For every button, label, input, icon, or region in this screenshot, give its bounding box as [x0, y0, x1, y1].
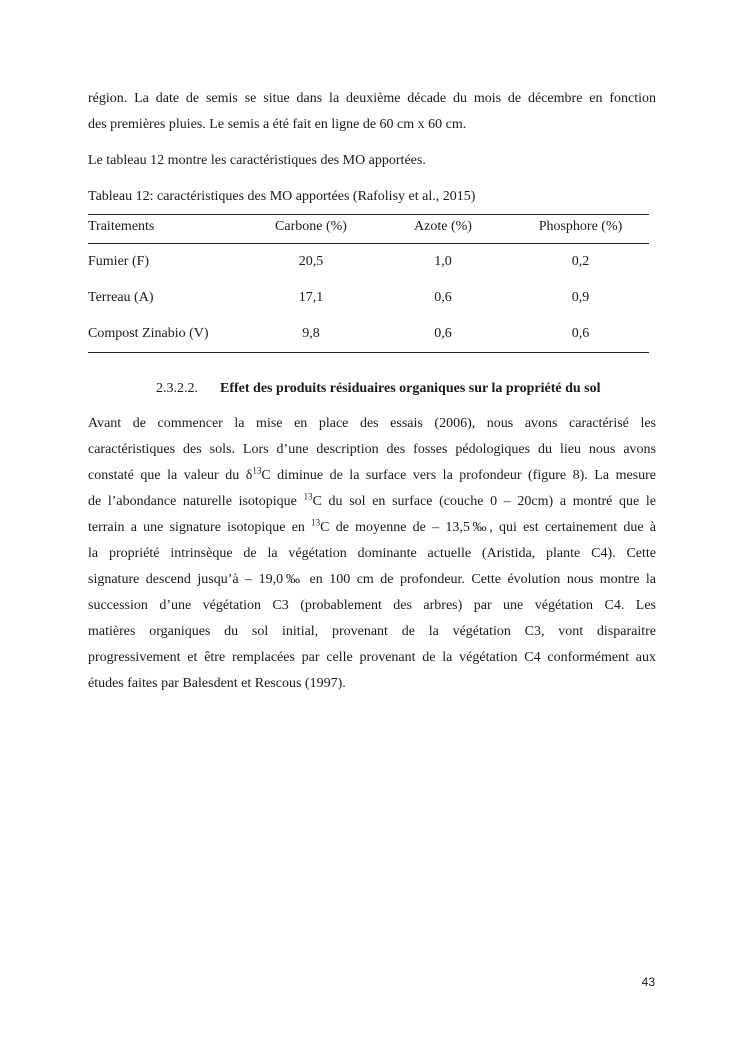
text-line	[88, 463, 656, 489]
cell-carbone: 9,8	[248, 316, 374, 353]
text-line: études faites par Balesdent et Rescous (1997).	[88, 676, 346, 691]
col-header-azote: Azote (%)	[374, 215, 512, 244]
table-row	[88, 280, 649, 316]
col-header-traitements: Traitements	[88, 215, 248, 244]
col-header-phosphore: Phosphore (%)	[512, 215, 649, 244]
text-run: C du sol en surface (couche 0 – 20cm) a montré que le	[312, 494, 656, 509]
text-line: la propriété intrinsèque de la végétation dominante actuelle (Aristida, plante C4). Cette	[88, 546, 656, 561]
text-line: Avant de commencer la mise en place des essais (2006), nous avons caractérisé les	[88, 416, 656, 431]
table-caption: Tableau 12: caractéristiques des MO apportées (Rafolisy et al., 2015)	[88, 189, 476, 204]
isotope-superscript: 13	[311, 517, 321, 528]
cell-treatment: Compost Zinabio (V)	[88, 316, 248, 353]
section-heading	[88, 375, 656, 403]
cell-azote: 0,6	[434, 290, 452, 305]
page-number: 43	[641, 975, 655, 989]
cell-carbone: 20,5	[298, 254, 324, 269]
document-page	[88, 86, 656, 697]
text-line: signature descend jusqu’à – 19,0‰ en 100 cm de profondeur. Cette évolution nous montre la	[88, 572, 656, 587]
col-header-carbone: Carbone (%)	[248, 215, 374, 244]
isotope-superscript: 13	[303, 491, 313, 502]
table-intro: Le tableau 12 montre les caractéristiques des MO apportées.	[88, 153, 426, 168]
cell-phosphore: 0,2	[571, 254, 590, 269]
text-line	[88, 489, 656, 515]
text-line: région. La date de semis se situe dans la deuxième décade du mois de décembre en fonction	[88, 91, 656, 106]
intro-paragraph	[88, 86, 656, 138]
table-row	[88, 316, 649, 353]
text-run: terrain a une signature isotopique en	[88, 520, 312, 535]
cell-treatment: Terreau (A)	[88, 290, 154, 305]
text-line	[88, 515, 656, 541]
text-run: de l’abondance naturelle isotopique	[88, 494, 304, 509]
text-run: C diminue de la surface vers la profondeur (figure 8). La mesure	[261, 468, 656, 483]
section-title: Effet des produits résiduaires organiques sur la propriété du sol	[220, 381, 601, 396]
table-row	[88, 244, 649, 281]
cell-phosphore: 0,6	[512, 316, 649, 353]
mo-table	[88, 214, 649, 353]
isotope-superscript: 13	[252, 465, 262, 476]
cell-azote: 1,0	[434, 254, 452, 269]
cell-azote: 0,6	[374, 316, 512, 353]
text-line: progressivement et être remplacées par celle provenant de la végétation C4 conformément aux	[88, 650, 656, 665]
section-number: 2.3.2.2.	[156, 381, 198, 396]
body-paragraph	[88, 411, 656, 697]
text-line: des premières pluies. Le semis a été fait en ligne de 60 cm x 60 cm.	[88, 117, 467, 132]
cell-carbone: 17,1	[298, 290, 324, 305]
cell-treatment: Fumier (F)	[88, 254, 150, 269]
text-run: constaté que la valeur du δ	[88, 468, 253, 483]
table-header-row	[88, 215, 649, 244]
text-line: succession d’une végétation C3 (probablement des arbres) par une végétation C4. Les	[88, 598, 656, 613]
text-run: C de moyenne de – 13,5‰, qui est certainement due à	[320, 520, 656, 535]
cell-phosphore: 0,9	[571, 290, 590, 305]
text-line: caractéristiques des sols. Lors d’une description des fosses pédologiques du lieu nous avons	[88, 442, 656, 457]
text-line: matières organiques du sol initial, provenant de la végétation C3, vont disparaitre	[88, 624, 656, 639]
